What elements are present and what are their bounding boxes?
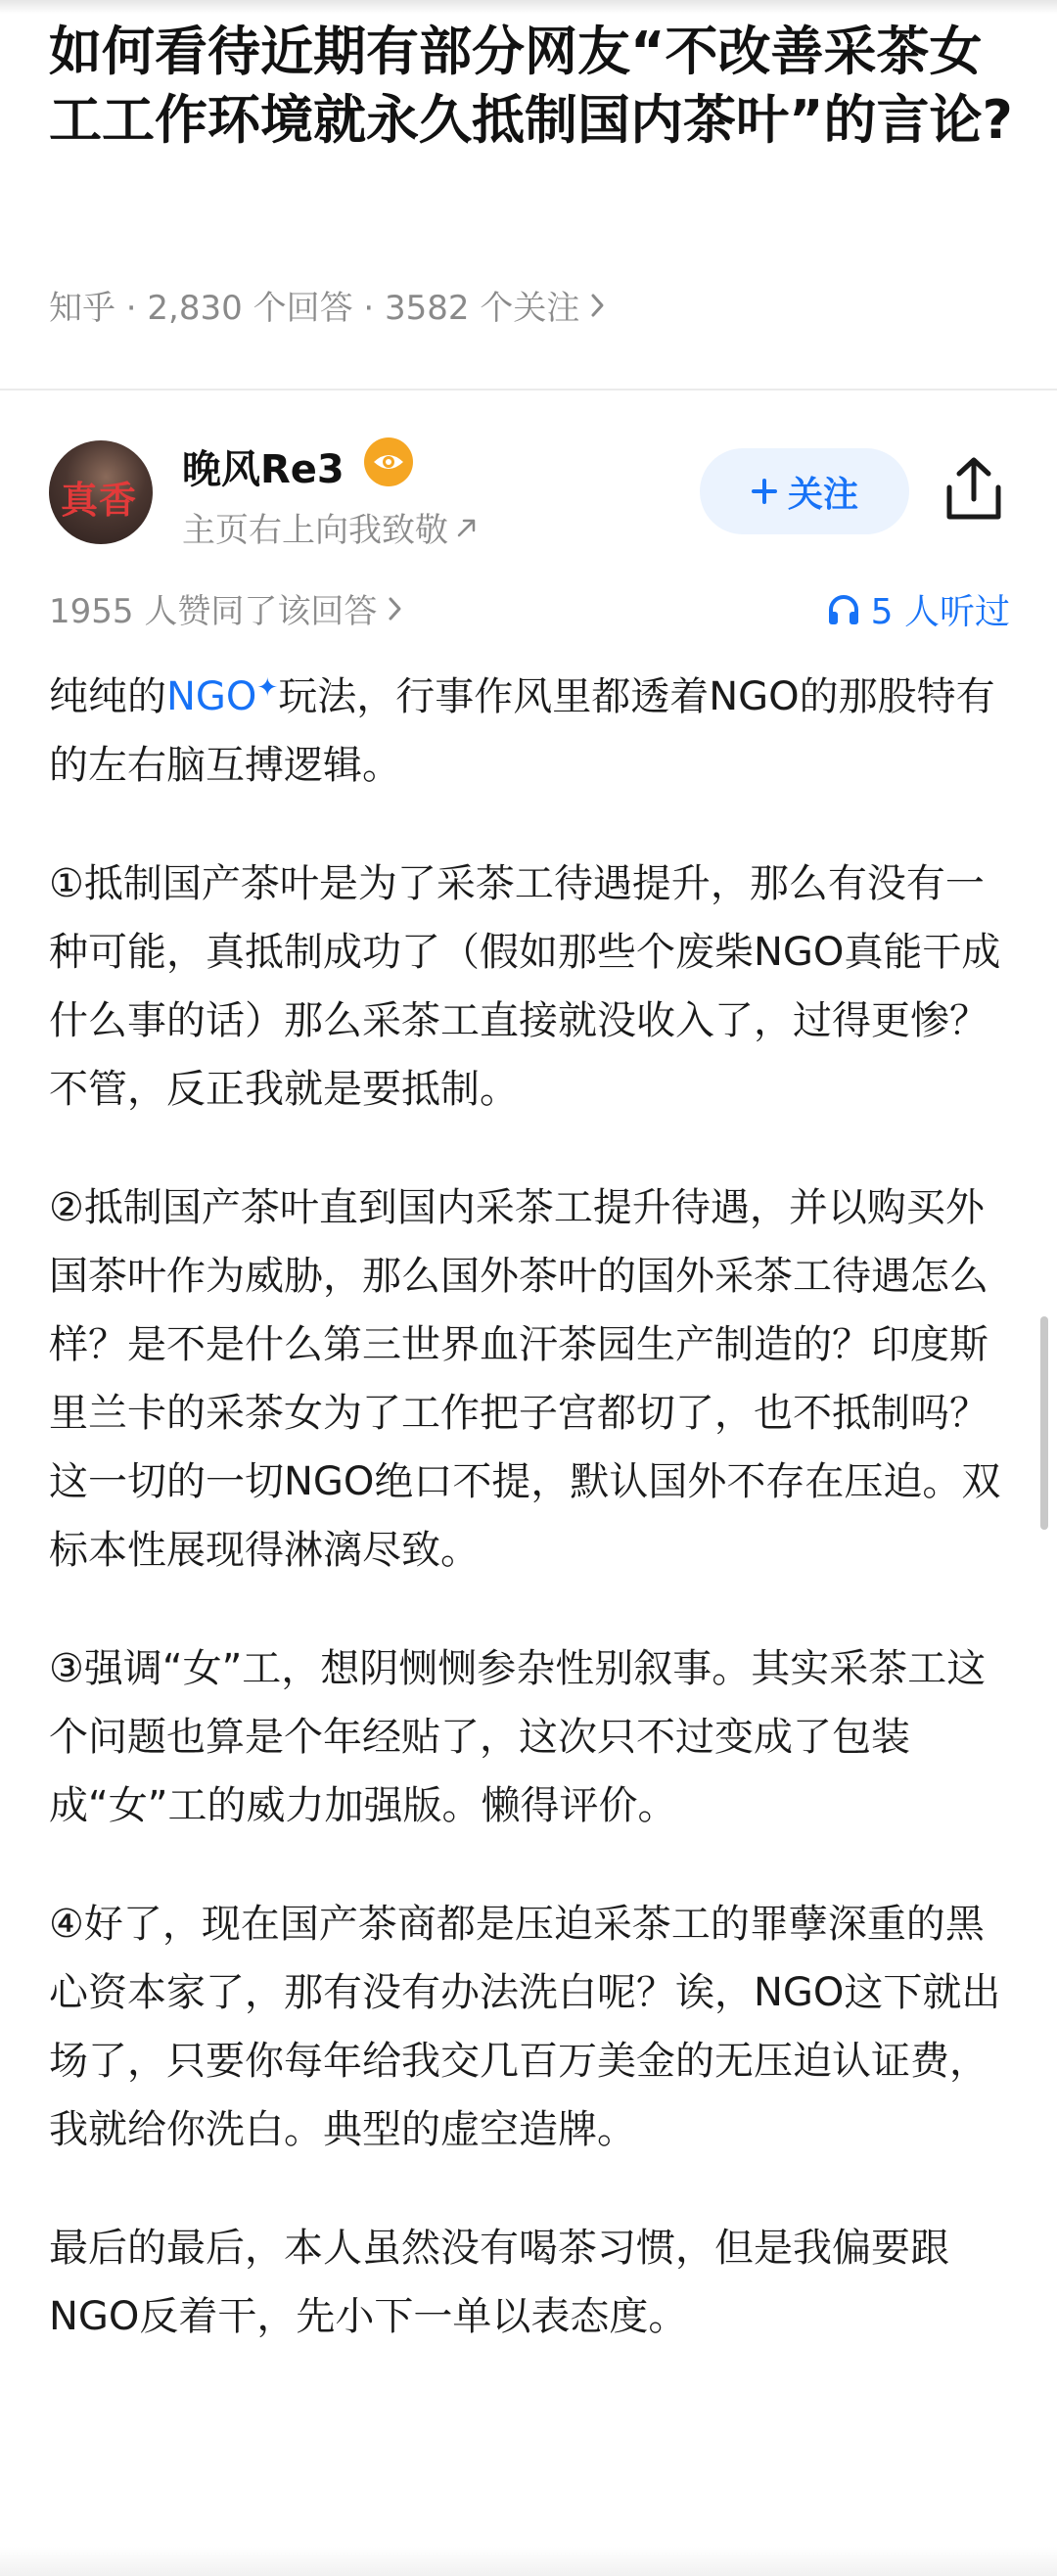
- top-shadow: [0, 0, 1057, 14]
- avatar[interactable]: [49, 440, 153, 544]
- listen-count[interactable]: [826, 584, 1010, 634]
- answer-paragraph-6: 最后的最后，本人虽然没有喝茶习惯，但是我偏要跟NGO反着干，先小下一单以表态度。: [49, 2226, 949, 2339]
- section-divider: [0, 389, 1057, 391]
- question-meta-text: 知乎 · 2,830 个回答 · 3582 个关注: [49, 289, 580, 328]
- answer-paragraph-3: ②抵制国产茶叶直到国内采茶工提升待遇，并以购买外国茶叶作为威胁，那么国外茶叶的国外采茶工待遇怎么样？是不是什么第三世界血汗茶园生产制造的？印度斯里兰卡的采茶女为了工作把子宫都切了，也不抵制吗？这一切的一切NGO绝口不提，默认国外不存在压迫。双标本性展现得淋漓尽致。: [49, 1185, 1001, 1573]
- plus-icon: [751, 478, 778, 505]
- answer-paragraph-4: ③强调“女”工，想阴恻恻参杂性别叙事。其实采茶工这个问题也算是个年经贴了，这次只不过变成了包装成“女”工的威力加强版。懒得评价。: [49, 1646, 987, 1828]
- author-subtitle-text: 主页右上向我致敬: [182, 511, 448, 550]
- chevron-right-icon: [589, 292, 607, 319]
- answer-paragraph-2: ①抵制国产茶叶是为了采茶工待遇提升，那么有没有一种可能，真抵制成功了（假如那些个废柴NGO真能干成什么事的话）那么采茶工直接就没收入了，过得更惨？不管，反正我就是要抵制。: [49, 861, 1001, 1112]
- answer-paragraph-1-rest: 玩法，行事作风里都透着NGO的那股特有的左右脑互搏逻辑。: [49, 674, 995, 788]
- listen-text: 5 人听过: [870, 592, 1010, 632]
- follow-button[interactable]: [700, 448, 909, 534]
- ngo-link[interactable]: NGO: [166, 674, 257, 719]
- answer-paragraph-1: [49, 654, 1018, 800]
- question-title[interactable]: 如何看待近期有部分网友“不改善采茶女工工作环境就永久抵制国内茶叶”的言论?: [49, 21, 1013, 151]
- question-meta[interactable]: [49, 281, 607, 329]
- scrollbar[interactable]: [1040, 1316, 1048, 1530]
- author-subtitle[interactable]: [182, 503, 480, 551]
- follow-button-label: 关注: [787, 474, 858, 515]
- share-icon[interactable]: [942, 454, 1006, 525]
- 纯纯的-prefix: 纯纯的: [49, 674, 166, 719]
- bottom-fade: [0, 2547, 1057, 2576]
- arrow-up-right-icon: [454, 515, 480, 540]
- upvote-text: 1955 人赞同了该回答: [49, 592, 378, 631]
- upvote-summary[interactable]: [49, 584, 404, 632]
- ngo-link-mark-icon: ✦: [256, 673, 279, 703]
- eye-badge-icon[interactable]: [364, 437, 413, 486]
- avatar-text: 真香: [61, 479, 138, 522]
- answer-content: [49, 654, 1018, 2401]
- chevron-right-icon: [387, 595, 404, 622]
- headphones-icon: [826, 592, 861, 627]
- answer-paragraph-5: ④好了，现在国产茶商都是压迫采茶工的罪孽深重的黑心资本家了，那有没有办法洗白呢？诶，NGO这下就出场了，只要你每年给我交几百万美金的无压迫认证费，我就给你洗白。典型的虚空造牌。: [49, 1902, 1001, 2152]
- author-name[interactable]: 晚风Re3: [182, 447, 345, 492]
